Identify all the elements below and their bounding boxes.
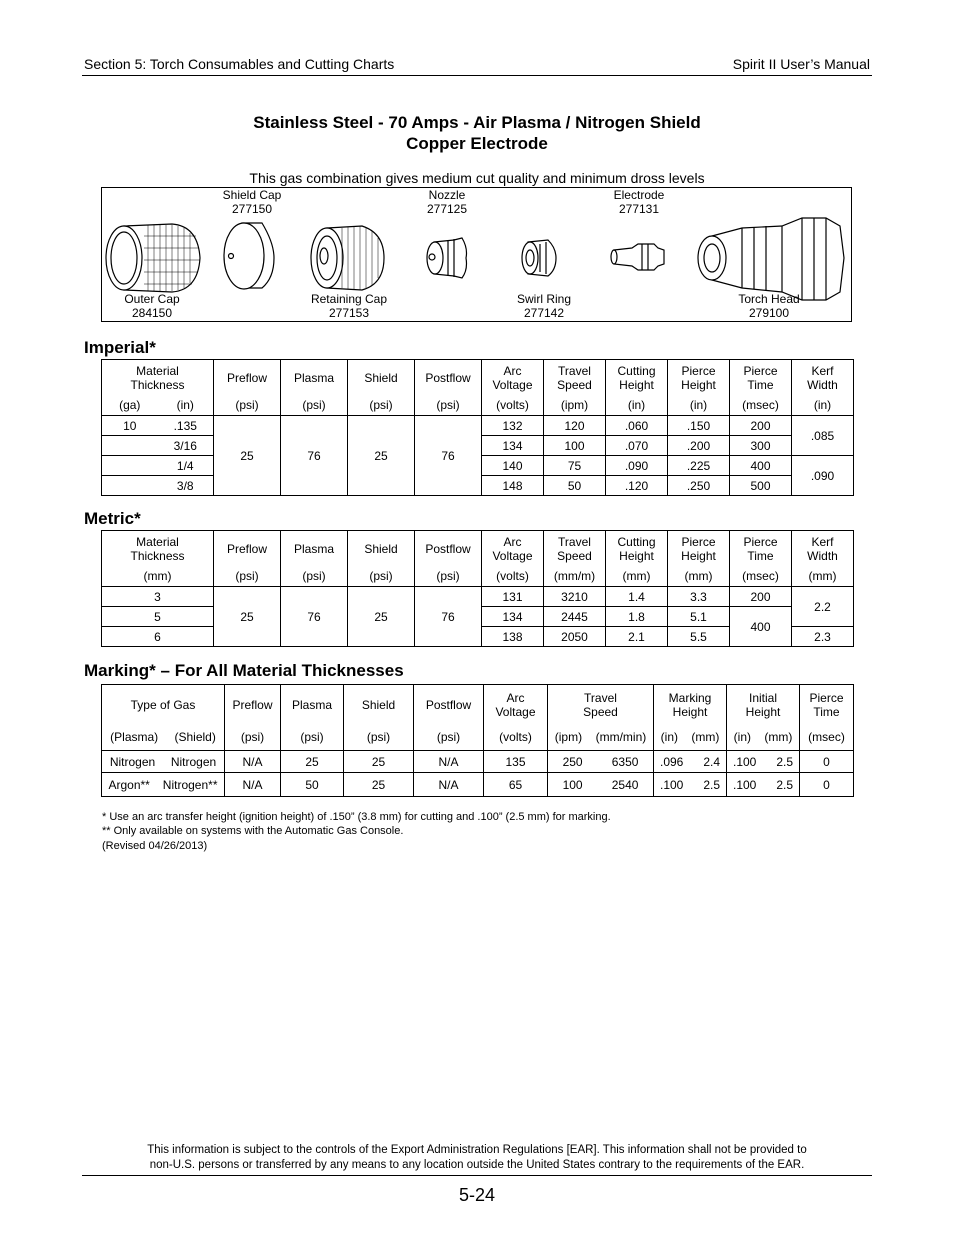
cell-postflow: 76 xyxy=(415,587,482,647)
cell-pierce-height: .200 xyxy=(668,436,730,456)
marking-header-row xyxy=(102,685,854,725)
th-shield: Shield xyxy=(348,360,415,396)
header-manual: Spirit II User’s Manual xyxy=(732,56,870,72)
cell-arc: 65 xyxy=(484,773,548,797)
part-label-outer-cap: Outer Cap 284150 xyxy=(124,292,180,320)
cell-marking-height: .100 2.5 xyxy=(654,773,727,797)
th-preflow: Preflow xyxy=(214,531,281,567)
cell-postflow: N/A xyxy=(414,773,484,797)
unit-arc: (volts) xyxy=(482,396,544,416)
table-row xyxy=(102,773,854,797)
unit-plasma: (psi) xyxy=(281,725,344,751)
unit-pierce-time: (msec) xyxy=(730,396,792,416)
cell-pierce-time: 0 xyxy=(800,751,854,773)
imperial-table xyxy=(101,359,854,496)
unit-pierce-height: (mm) xyxy=(668,567,730,587)
unit-pierce-height: (in) xyxy=(668,396,730,416)
header-section: Section 5: Torch Consumables and Cutting Charts xyxy=(84,56,395,72)
electrode-drawing xyxy=(611,244,664,270)
cell-arc: 138 xyxy=(482,627,544,647)
th-initial-height: Initial Height xyxy=(727,685,800,725)
part-label-nozzle: Nozzle 277125 xyxy=(426,188,468,216)
unit-mm: (mm) xyxy=(102,567,214,587)
th-cutting-height: Cutting Height xyxy=(606,360,668,396)
table-row xyxy=(102,416,854,436)
part-label-shield-cap: Shield Cap 277150 xyxy=(222,188,282,216)
table-row xyxy=(102,751,854,773)
cell-travel: 2445 xyxy=(544,607,606,627)
unit-in: (in) xyxy=(158,396,214,416)
th-plasma: Plasma xyxy=(281,360,348,396)
header-rule xyxy=(82,75,872,76)
cell-in: .135 xyxy=(158,416,214,436)
cell-shield: 25 xyxy=(344,751,414,773)
cell-marking-height: .096 2.4 xyxy=(654,751,727,773)
th-shield: Shield xyxy=(348,531,415,567)
th-marking-height: Marking Height xyxy=(654,685,727,725)
part-label-torch-head: Torch Head 279100 xyxy=(738,292,800,320)
th-postflow: Postflow xyxy=(415,531,482,567)
cell-plasma: 25 xyxy=(281,751,344,773)
cell-pierce-time: 0 xyxy=(800,773,854,797)
cell-arc: 134 xyxy=(482,436,544,456)
footnote-revised: (Revised 04/26/2013) xyxy=(102,840,208,852)
cell-travel: 75 xyxy=(544,456,606,476)
marking-heading: Marking* – For All Material Thicknesses xyxy=(84,661,404,680)
torch-head-drawing xyxy=(698,218,844,300)
table-row xyxy=(102,587,854,607)
unit-postflow: (psi) xyxy=(415,396,482,416)
cell-pierce-height: .225 xyxy=(668,456,730,476)
cell-shield: 25 xyxy=(348,587,415,647)
cell-preflow: N/A xyxy=(225,751,281,773)
unit-travel: (mm/m) xyxy=(544,567,606,587)
imperial-units-row xyxy=(102,396,854,416)
cell-preflow: N/A xyxy=(225,773,281,797)
cell-mm: 6 xyxy=(102,627,214,647)
cell-in: 3/8 xyxy=(158,476,214,496)
cell-in: 1/4 xyxy=(158,456,214,476)
cell-arc: 132 xyxy=(482,416,544,436)
export-notice: This information is subject to the controls of the Export Administration Regulations [EAR]. This information shall not be provided to non-U.S. persons or transferred by any means to any location outside the United States contrary to the requirements of the EAR. xyxy=(147,1144,807,1171)
cell-postflow: 76 xyxy=(415,416,482,496)
unit-preflow: (psi) xyxy=(225,725,281,751)
cell-plasma: 76 xyxy=(281,416,348,496)
unit-plasma: (psi) xyxy=(281,567,348,587)
cell-kerf: 2.2 xyxy=(792,587,854,627)
th-pierce-height: Pierce Height xyxy=(668,360,730,396)
shield-cap-drawing xyxy=(224,223,274,289)
cell-arc: 148 xyxy=(482,476,544,496)
cell-travel: 100 2540 xyxy=(548,773,654,797)
cell-pierce-height: 5.1 xyxy=(668,607,730,627)
metric-table xyxy=(101,530,854,647)
th-travel-speed: Travel Speed xyxy=(548,685,654,725)
cell-arc: 140 xyxy=(482,456,544,476)
metric-heading: Metric* xyxy=(84,509,141,528)
cell-pierce-time: 400 xyxy=(730,456,792,476)
unit-travel: (ipm) (mm/min) xyxy=(548,725,654,751)
cell-mm: 3 xyxy=(102,587,214,607)
cell-initial-height: .100 2.5 xyxy=(727,751,800,773)
th-thickness: Material Thickness xyxy=(102,360,214,396)
unit-postflow: (psi) xyxy=(414,725,484,751)
unit-preflow: (psi) xyxy=(214,396,281,416)
th-cutting-height: Cutting Height xyxy=(606,531,668,567)
cell-shield: 25 xyxy=(348,416,415,496)
unit-kerf: (mm) xyxy=(792,567,854,587)
cell-travel: 2050 xyxy=(544,627,606,647)
th-travel-speed: Travel Speed xyxy=(544,360,606,396)
footnote-gas-console: ** Only available on systems with the Automatic Gas Console. xyxy=(102,825,404,837)
cell-cutting: 1.4 xyxy=(606,587,668,607)
cell-ga xyxy=(102,436,158,456)
cell-pierce-height: .250 xyxy=(668,476,730,496)
imperial-header-row xyxy=(102,360,854,396)
page-title: Stainless Steel - 70 Amps - Air Plasma / Nitrogen Shield xyxy=(253,113,701,132)
cell-preflow: 25 xyxy=(214,416,281,496)
unit-shield: (psi) xyxy=(348,396,415,416)
th-kerf-width: Kerf Width xyxy=(792,531,854,567)
cell-pierce-time: 400 xyxy=(730,607,792,647)
cell-pierce-height: 3.3 xyxy=(668,587,730,607)
cell-arc: 135 xyxy=(484,751,548,773)
cell-mm: 5 xyxy=(102,607,214,627)
nozzle-drawing xyxy=(427,238,467,278)
th-pierce-time: Pierce Time xyxy=(800,685,854,725)
th-type-of-gas: Type of Gas xyxy=(102,685,225,725)
retaining-cap-drawing xyxy=(311,226,384,290)
th-thickness: Material Thickness xyxy=(102,531,214,567)
cell-travel: 250 6350 xyxy=(548,751,654,773)
unit-shield: (psi) xyxy=(348,567,415,587)
th-pierce-time: Pierce Time xyxy=(730,531,792,567)
th-pierce-time: Pierce Time xyxy=(730,360,792,396)
cell-plasma: 76 xyxy=(281,587,348,647)
footnote-arc-transfer: * Use an arc transfer height (ignition height) of .150” (3.8 mm) for cutting and .100” (2.5 mm) for marking. xyxy=(102,811,611,823)
cell-cutting: .090 xyxy=(606,456,668,476)
cell-travel: 100 xyxy=(544,436,606,456)
cell-cutting: .070 xyxy=(606,436,668,456)
unit-travel: (ipm) xyxy=(544,396,606,416)
marking-table xyxy=(101,684,854,797)
unit-pierce-time: (msec) xyxy=(800,725,854,751)
cell-cutting: 1.8 xyxy=(606,607,668,627)
cell-pierce-height: 5.5 xyxy=(668,627,730,647)
unit-pierce-time: (msec) xyxy=(730,567,792,587)
cell-plasma: 50 xyxy=(281,773,344,797)
th-arc-voltage: Arc Voltage xyxy=(482,531,544,567)
th-preflow: Preflow xyxy=(214,360,281,396)
unit-ga: (ga) xyxy=(102,396,158,416)
cell-in: 3/16 xyxy=(158,436,214,456)
unit-initial-height: (in) (mm) xyxy=(727,725,800,751)
consumables-diagram xyxy=(101,187,852,322)
metric-header-row xyxy=(102,531,854,567)
cell-kerf: .090 xyxy=(792,456,854,496)
cell-cutting: 2.1 xyxy=(606,627,668,647)
cell-arc: 134 xyxy=(482,607,544,627)
th-preflow: Preflow xyxy=(225,685,281,725)
unit-arc: (volts) xyxy=(484,725,548,751)
page-subtitle-electrode: Copper Electrode xyxy=(406,134,548,153)
unit-marking-height: (in) (mm) xyxy=(654,725,727,751)
part-label-swirl-ring: Swirl Ring 277142 xyxy=(516,292,571,320)
cell-ga xyxy=(102,456,158,476)
th-postflow: Postflow xyxy=(414,685,484,725)
cell-pierce-time: 300 xyxy=(730,436,792,456)
swirl-ring-drawing xyxy=(522,240,556,276)
cell-initial-height: .100 2.5 xyxy=(727,773,800,797)
cell-cutting: .120 xyxy=(606,476,668,496)
imperial-heading: Imperial* xyxy=(84,338,156,357)
cell-ga: 10 xyxy=(102,416,158,436)
th-arc-voltage: Arc Voltage xyxy=(484,685,548,725)
cell-shield: 25 xyxy=(344,773,414,797)
cell-postflow: N/A xyxy=(414,751,484,773)
cell-travel: 120 xyxy=(544,416,606,436)
metric-units-row xyxy=(102,567,854,587)
cell-kerf: 2.3 xyxy=(792,627,854,647)
cell-preflow: 25 xyxy=(214,587,281,647)
page-number: 5-24 xyxy=(458,1185,496,1205)
cell-gas: Argon** Nitrogen** xyxy=(102,773,225,797)
th-plasma: Plasma xyxy=(281,531,348,567)
unit-preflow: (psi) xyxy=(214,567,281,587)
cell-kerf: .085 xyxy=(792,416,854,456)
gas-combination-note: This gas combination gives medium cut quality and minimum dross levels xyxy=(249,170,705,186)
cell-gas: Nitrogen Nitrogen xyxy=(102,751,225,773)
cell-pierce-time: 500 xyxy=(730,476,792,496)
unit-shield: (psi) xyxy=(344,725,414,751)
unit-postflow: (psi) xyxy=(415,567,482,587)
cell-pierce-time: 200 xyxy=(730,416,792,436)
cell-arc: 131 xyxy=(482,587,544,607)
unit-plasma: (psi) xyxy=(281,396,348,416)
cell-pierce-time: 200 xyxy=(730,587,792,607)
marking-units-row xyxy=(102,725,854,751)
unit-gas: (Plasma) (Shield) xyxy=(102,725,225,751)
th-plasma: Plasma xyxy=(281,685,344,725)
cell-ga xyxy=(102,476,158,496)
th-arc-voltage: Arc Voltage xyxy=(482,360,544,396)
th-kerf-width: Kerf Width xyxy=(792,360,854,396)
cell-travel: 3210 xyxy=(544,587,606,607)
unit-cutting: (mm) xyxy=(606,567,668,587)
th-shield: Shield xyxy=(344,685,414,725)
unit-cutting: (in) xyxy=(606,396,668,416)
th-travel-speed: Travel Speed xyxy=(544,531,606,567)
part-label-electrode: Electrode 277131 xyxy=(613,188,665,216)
unit-arc: (volts) xyxy=(482,567,544,587)
footer-rule xyxy=(82,1175,872,1176)
unit-kerf: (in) xyxy=(792,396,854,416)
cell-cutting: .060 xyxy=(606,416,668,436)
part-label-retaining-cap: Retaining Cap 277153 xyxy=(310,292,388,320)
cell-pierce-height: .150 xyxy=(668,416,730,436)
cell-travel: 50 xyxy=(544,476,606,496)
th-pierce-height: Pierce Height xyxy=(668,531,730,567)
th-postflow: Postflow xyxy=(415,360,482,396)
outer-cap-drawing xyxy=(106,224,200,292)
